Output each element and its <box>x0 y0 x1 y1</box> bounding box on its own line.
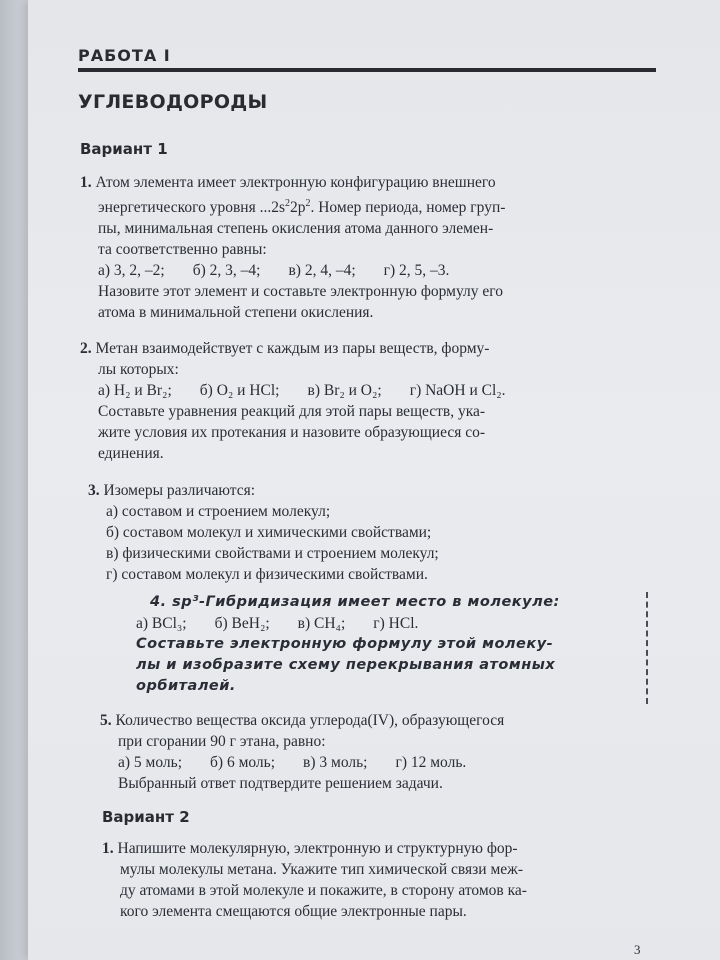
task-text: Изомеры различаются: <box>103 482 256 499</box>
page-number: 3 <box>634 942 641 957</box>
variant-1-title: Вариант 1 <box>80 140 168 158</box>
task-text: Количество вещества оксида углерода(IV), образующегося <box>115 712 505 729</box>
task-text: Напишите молекулярную, электронную и структурную фор- <box>117 840 518 857</box>
option-c: в) физическими свойствами и строением молекул; <box>106 545 439 562</box>
task-text: sp³-Гибридизация имеет место в молекуле: <box>172 594 560 610</box>
task-number: 2. <box>80 340 92 357</box>
task-5 <box>100 710 504 794</box>
superscript: 2 <box>305 198 311 209</box>
option-d: г) NaOH и Cl₂. <box>409 382 506 399</box>
task-number: 1. <box>80 174 92 191</box>
task-text: жите условия их протекания и назовите образующиеся со- <box>98 424 486 441</box>
task-text: пы, минимальная степень окисления атома данного элемен- <box>98 220 494 238</box>
option-c: в) 2, 4, –4; <box>288 262 356 280</box>
section-title: УГЛЕВОДОРОДЫ <box>78 91 268 113</box>
task-text: единения. <box>98 445 164 462</box>
work-label: РАБОТА I <box>78 46 171 65</box>
task-number: 3. <box>88 482 100 499</box>
option-b: б) O₂ и HCl; <box>199 382 280 399</box>
task-text: . Номер периода, номер груп- <box>310 199 506 217</box>
task-text: 2p <box>289 199 306 217</box>
task-text: Составьте электронную формулу этой молеку- <box>136 636 554 652</box>
option-a: а) H₂ и Br₂; <box>98 382 172 399</box>
option-a: а) 5 моль; <box>118 754 183 771</box>
task-text: ду атомами в этой молекуле и покажите, в сторону атомов ка- <box>120 882 527 899</box>
task-text: орбиталей. <box>136 678 236 694</box>
task-text: при сгорании 90 г этана, равно: <box>118 733 326 750</box>
task-text: кого элемента смещаются общие электронные пары. <box>120 903 467 920</box>
task-1 <box>80 172 505 323</box>
task-text: лы и изобразите схему перекрывания атомных <box>136 657 556 673</box>
option-c: в) CH₄; <box>297 615 346 632</box>
option-a: а) 3, 2, –2; <box>98 262 165 280</box>
task-text: та соответственно равны: <box>98 241 267 259</box>
option-c: в) Br₂ и O₂; <box>307 382 382 399</box>
option-c: в) 3 моль; <box>303 754 368 771</box>
task-text: Назовите этот элемент и составьте электронную формулу его <box>98 283 503 301</box>
answer-options <box>80 260 505 281</box>
option-b: б) BeH₂; <box>214 615 270 632</box>
task-text: Составьте уравнения реакций для этой пары веществ, ука- <box>98 403 486 420</box>
variant-2-title: Вариант 2 <box>102 808 190 826</box>
task-4 <box>136 592 560 697</box>
task-number: 5. <box>100 712 112 729</box>
option-b: б) составом молекул и химическими свойствами; <box>106 524 432 541</box>
answer-options <box>136 613 560 634</box>
option-b: б) 2, 3, –4; <box>192 262 261 280</box>
task-text: лы которых: <box>98 361 179 378</box>
task-text: мулы молекулы метана. Укажите тип химической связи меж- <box>120 861 524 878</box>
task-number: 1. <box>102 840 114 857</box>
variant-2-task-1 <box>102 838 527 922</box>
option-a: а) BCl₃; <box>136 615 187 632</box>
option-d: г) 2, 5, –3. <box>383 262 450 280</box>
page-header <box>78 46 656 72</box>
task-3 <box>88 480 439 585</box>
task-text: энергетического уровня ...2s <box>98 199 285 217</box>
option-b: б) 6 моль; <box>210 754 276 771</box>
option-d: г) составом молекул и физическими свойствами. <box>106 566 428 583</box>
task-text: Выбранный ответ подтвердите решением задачи. <box>118 775 443 792</box>
option-d: г) 12 моль. <box>395 754 467 771</box>
task-text: Атом элемента имеет электронную конфигурацию внешнего <box>95 174 496 191</box>
answer-options <box>100 752 504 773</box>
task-2 <box>80 338 506 464</box>
task-4-box <box>138 592 648 704</box>
task-text: атома в минимальной степени окисления. <box>98 304 374 322</box>
superscript: 2 <box>284 198 290 209</box>
answer-options <box>80 380 506 401</box>
task-text: Метан взаимодействует с каждым из пары веществ, форму- <box>95 340 490 357</box>
book-page <box>28 0 720 960</box>
option-d: г) HCl. <box>373 615 419 632</box>
task-number: 4. <box>150 594 167 610</box>
option-a: а) составом и строением молекул; <box>106 503 331 520</box>
